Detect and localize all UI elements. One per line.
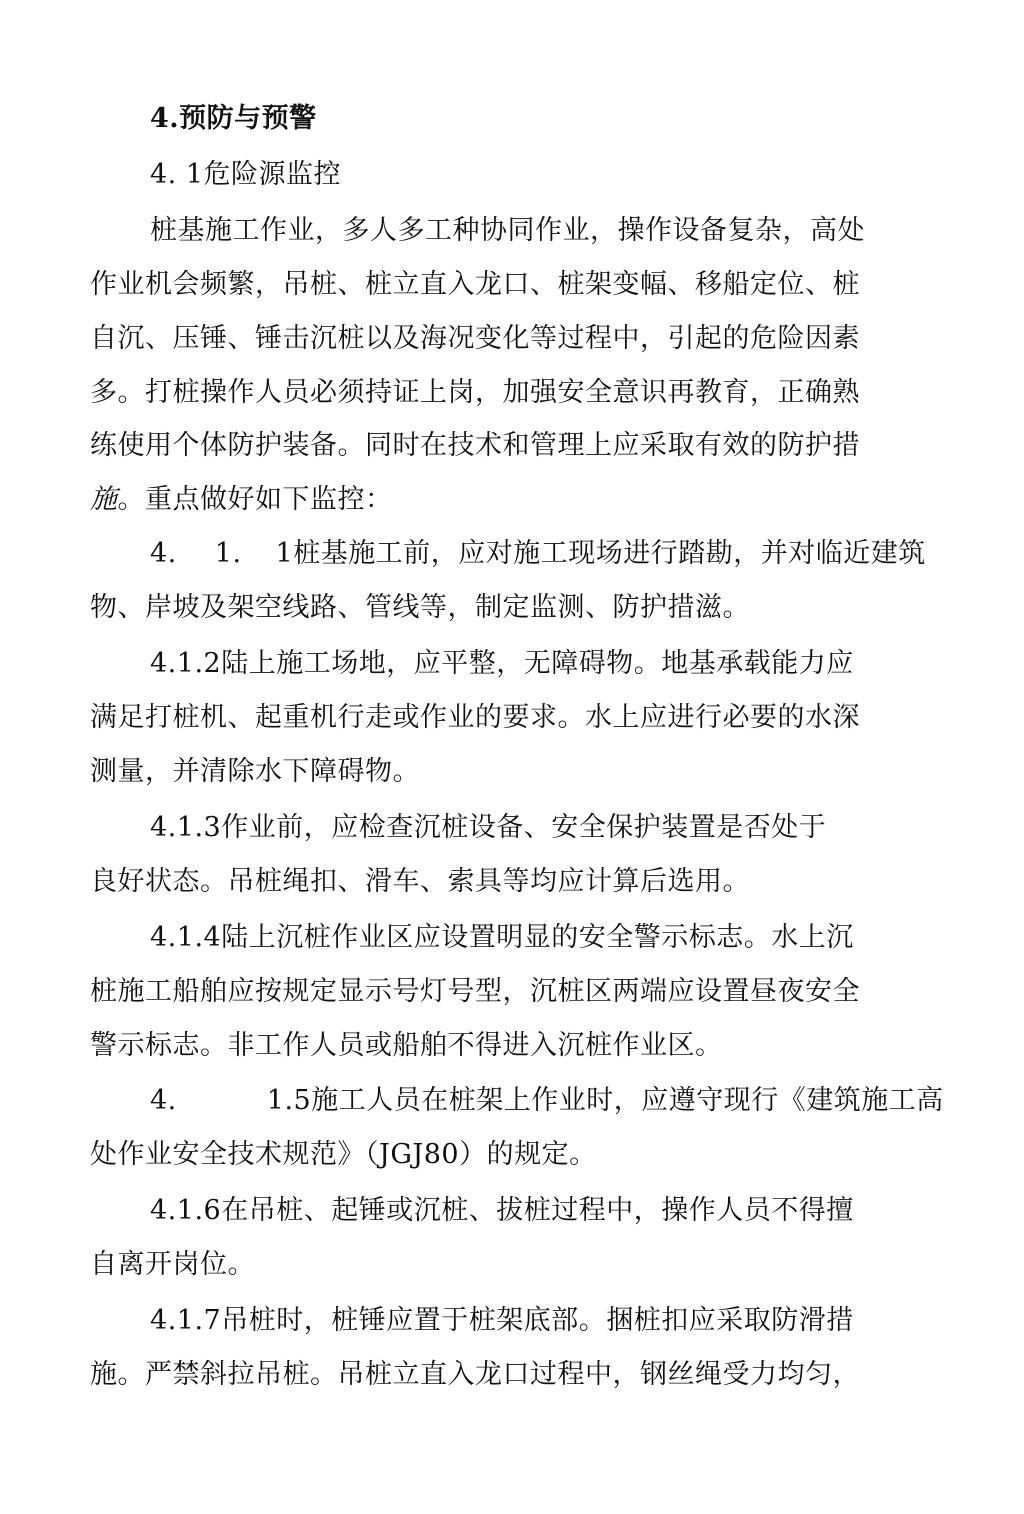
paragraph-line: 桩施工船舶应按规定显示号灯号型，沉桩区两端应设置昼夜安全 xyxy=(90,976,860,1007)
item-4-1-4-line: 4.1.4陆上沉桩作业区应设置明显的安全警示标志。水上沉 xyxy=(150,922,854,953)
item-4-1-6-line: 4.1.6在吊桩、起锤或沉桩、拔桩过程中，操作人员不得擅 xyxy=(150,1195,854,1226)
item-number-part: 1. xyxy=(214,538,242,569)
paragraph-line: 练使用个体防护装备。同时在技术和管理上应采取有效的防护措 xyxy=(90,430,860,461)
paragraph-line: 测量，并清除水下障碍物。 xyxy=(90,756,420,787)
italic-char: 施 xyxy=(90,484,118,515)
subsection-heading: 4. 1危险源监控 xyxy=(150,159,342,190)
paragraph-line xyxy=(90,482,393,518)
paragraph-line-rest: 。重点做好如下监控： xyxy=(117,484,393,515)
paragraph-line: 满足打桩机、起重机行走或作业的要求。水上应进行必要的水深 xyxy=(90,702,860,733)
paragraph-line: 多。打桩操作人员必须持证上岗，加强安全意识再教育，正确熟 xyxy=(90,377,860,408)
paragraph-line: 自离开岗位。 xyxy=(90,1249,255,1280)
item-text: 1桩基施工前，应对施工现场进行踏勘，并对临近建筑 xyxy=(275,538,926,569)
item-4-1-3-line: 4.1.3作业前，应检查沉桩设备、安全保护装置是否处于 xyxy=(150,812,827,843)
item-number-part: 4. xyxy=(150,538,177,569)
paragraph-line: 自沉、压锤、锤击沉桩以及海况变化等过程中，引起的危险因素 xyxy=(90,323,860,354)
item-4-1-2-line: 4.1.2陆上施工场地，应平整，无障碍物。地基承载能力应 xyxy=(150,648,854,679)
paragraph-line: 施。严禁斜拉吊桩。吊桩立直入龙口过程中，钢丝绳受力均匀， xyxy=(90,1359,860,1390)
section-heading: 4.预防与预警 xyxy=(150,103,317,134)
item-number-part: 4. xyxy=(150,1085,177,1116)
paragraph-line: 处作业安全技术规范》（JGJ80）的规定。 xyxy=(90,1139,597,1170)
item-4-1-7-line: 4.1.7吊桩时，桩锤应置于桩架底部。捆桩扣应采取防滑措 xyxy=(150,1305,854,1336)
item-text: 1.5施工人员在桩架上作业时，应遵守现行《建筑施工高 xyxy=(266,1085,944,1116)
paragraph-line: 作业机会频繁，吊桩、桩立直入龙口、桩架变幅、移船定位、桩 xyxy=(90,269,860,300)
paragraph-line: 良好状态。吊桩绳扣、滑车、索具等均应计算后选用。 xyxy=(90,866,750,897)
item-4-1-5-line xyxy=(150,1083,944,1119)
paragraph-line: 警示标志。非工作人员或船舶不得进入沉桩作业区。 xyxy=(90,1030,723,1061)
paragraph-line: 桩基施工作业，多人多工种协同作业，操作设备复杂，高处 xyxy=(150,215,865,246)
paragraph-line: 物、岸坡及架空线路、管线等，制定监测、防护措滋。 xyxy=(90,592,750,623)
item-4-1-1-line xyxy=(150,536,926,572)
